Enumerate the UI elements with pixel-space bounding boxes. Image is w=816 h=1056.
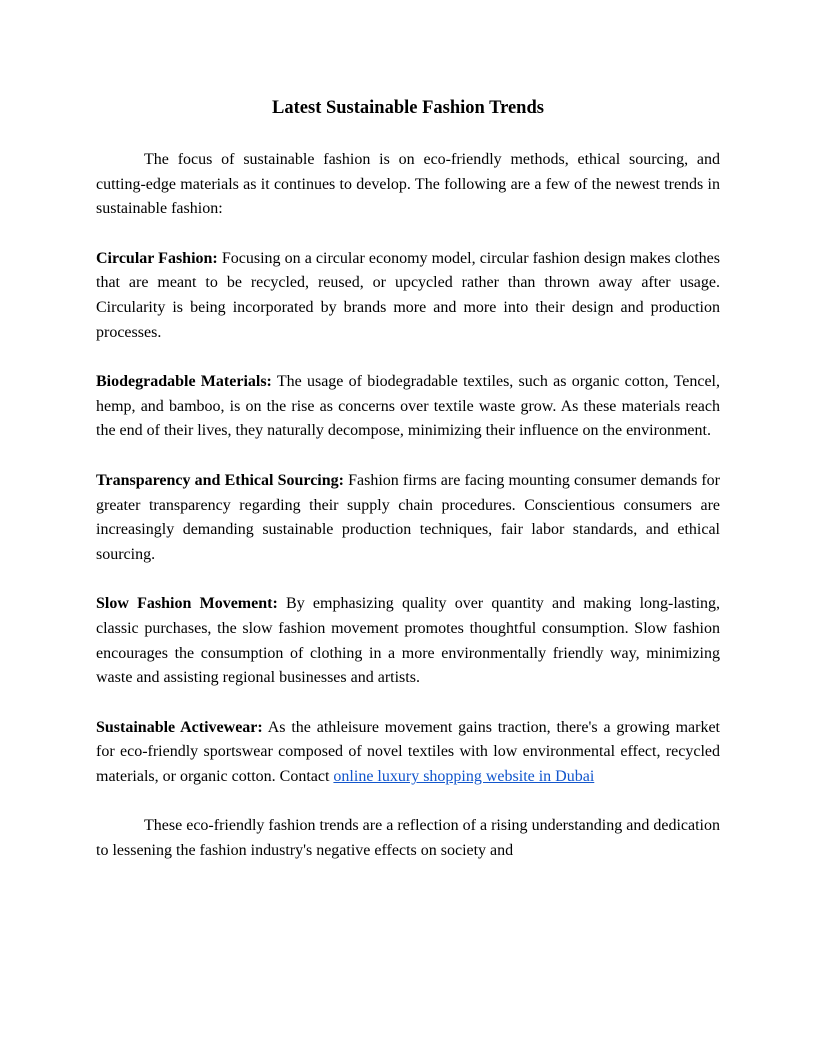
section-heading: Circular Fashion:: [96, 249, 218, 267]
intro-paragraph: The focus of sustainable fashion is on eco-friendly methods, ethical sourcing, and cutting-edge materials as it continues to develop. The following are a few of the newest trends in sustainable fashion:: [96, 151, 720, 218]
document-page: [96, 96, 720, 864]
section-biodegradable-materials: [96, 370, 720, 444]
section-sustainable-activewear: [96, 716, 720, 790]
section-heading: Transparency and Ethical Sourcing:: [96, 471, 344, 489]
section-heading: Sustainable Activewear:: [96, 718, 263, 736]
section-text: Fashion firms are facing mounting consumer demands for greater transparency regarding their supply chain procedures. Conscientious consumers are increasingly demanding sustainable production techniques, fair labor standards, and ethical sourcing.: [96, 471, 720, 563]
shopping-website-link[interactable]: online luxury shopping website in Dubai: [333, 767, 595, 785]
section-text: By emphasizing quality over quantity and making long-lasting, classic purchases, the slow fashion movement promotes thoughtful consumption. Slow fashion encourages the consumption of clothing in a more environmentally friendly way, minimizing waste and assisting regional businesses and artists.: [96, 595, 721, 687]
document-title: Latest Sustainable Fashion Trends: [272, 98, 544, 118]
section-text: Focusing on a circular economy model, circular fashion design makes clothes that are meant to be recycled, reused, or upcycled rather than thrown away after usage. Circularity is being incorporated by brands more and more into their design and production processes.: [96, 249, 721, 341]
section-text: As the athleisure movement gains traction, there's a growing market for eco-friendly sportswear composed of novel textiles with low environmental effect, recycled materials, or organic cotton. Contact: [96, 718, 721, 785]
section-circular-fashion: [96, 247, 720, 345]
section-heading: Biodegradable Materials:: [96, 373, 272, 391]
section-text: The usage of biodegradable textiles, such as organic cotton, Tencel, hemp, and bamboo, is on the rise as concerns over textile waste grow. As these materials reach the end of their lives, they naturally decompose, minimizing their influence on the environment.: [96, 373, 720, 440]
section-transparency-ethical-sourcing: [96, 469, 720, 567]
section-heading: Slow Fashion Movement:: [96, 595, 278, 613]
closing-paragraph: These eco-friendly fashion trends are a reflection of a rising understanding and dedication to lessening the fashion industry's negative effects on society and: [96, 817, 720, 860]
section-slow-fashion-movement: [96, 592, 720, 690]
